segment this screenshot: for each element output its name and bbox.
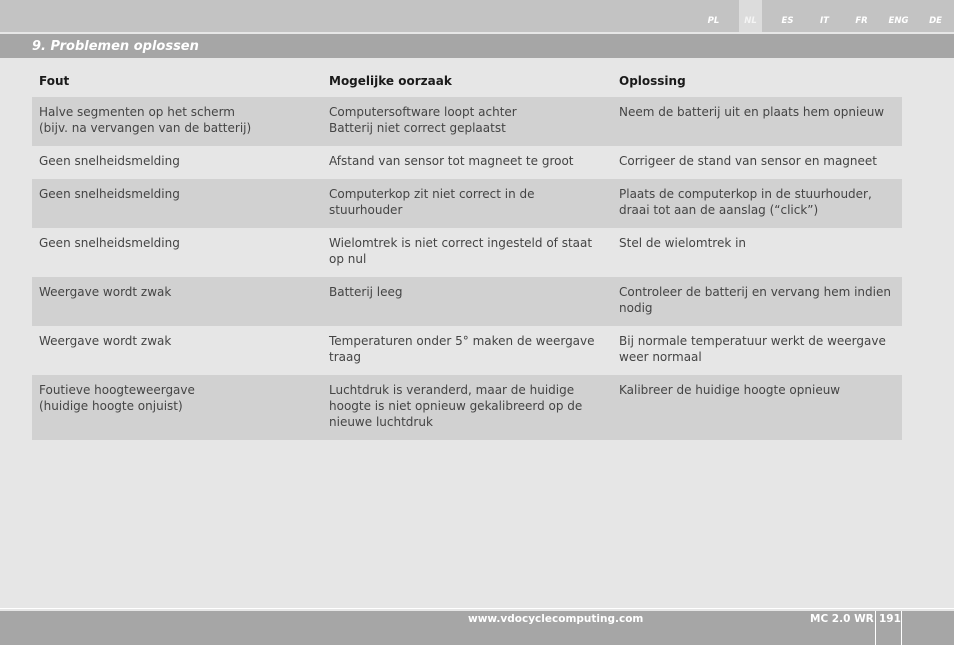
header-fout: Fout [39, 73, 70, 88]
table-row [32, 97, 902, 146]
cell-oorzaak: Computerkop zit niet correct in de stuurhouder [329, 187, 535, 217]
header-oorzaak: Mogelijke oorzaak [329, 73, 452, 88]
cell-oorzaak: Temperaturen onder 5° maken de weergave traag [329, 334, 595, 364]
cell-oplossing: Plaats de computerkop in de stuurhouder, draai tot aan de aanslag (“click”) [619, 187, 872, 217]
footer-divider-right [901, 611, 902, 645]
section-header [0, 34, 954, 58]
table-row [32, 277, 902, 326]
footer-model: MC 2.0 WR [810, 613, 874, 625]
language-tab-nl[interactable]: NL [739, 0, 762, 32]
cell-oorzaak: Computersoftware loopt achter Batterij niet correct geplaatst [329, 105, 517, 135]
cell-fout: Weergave wordt zwak [39, 285, 172, 299]
language-tab-pl[interactable]: PL [707, 16, 720, 26]
cell-oorzaak: Luchtdruk is veranderd, maar de huidige hoogte is niet opnieuw gekalibreerd op de nieuwe luchtdruk [329, 383, 583, 429]
cell-oplossing: Stel de wielomtrek in [619, 236, 747, 250]
table-row [32, 375, 902, 440]
language-tab-es[interactable]: ES [781, 16, 794, 26]
cell-oplossing: Kalibreer de huidige hoogte opnieuw [619, 383, 841, 397]
cell-fout: Weergave wordt zwak [39, 334, 172, 348]
cell-oplossing: Bij normale temperatuur werkt de weergave weer normaal [619, 334, 886, 364]
cell-oorzaak: Batterij leeg [329, 285, 403, 299]
cell-fout: Halve segmenten op het scherm (bijv. na vervangen van de batterij) [39, 105, 252, 135]
cell-oplossing: Neem de batterij uit en plaats hem opnieuw [619, 105, 885, 119]
table-row [32, 146, 902, 179]
cell-oorzaak: Afstand van sensor tot magneet te groot [329, 154, 574, 168]
cell-fout: Foutieve hoogteweergave (huidige hoogte onjuist) [39, 383, 195, 413]
troubleshooting-table [32, 64, 902, 440]
page-number: 191 [879, 613, 901, 625]
language-tab-eng[interactable]: ENG [888, 16, 909, 26]
footer-website: www.vdocyclecomputing.com [468, 613, 644, 625]
section-title: 9. Problemen oplossen [32, 38, 199, 54]
table-row [32, 326, 902, 375]
header-oplossing: Oplossing [619, 73, 686, 88]
language-tab-de[interactable]: DE [929, 16, 942, 26]
language-tabs [695, 0, 954, 32]
footer-divider [875, 611, 876, 645]
language-tab-fr[interactable]: FR [855, 16, 868, 26]
cell-oorzaak: Wielomtrek is niet correct ingesteld of staat op nul [329, 236, 593, 266]
table-row [32, 228, 902, 277]
language-tab-it[interactable]: IT [820, 16, 829, 26]
cell-fout: Geen snelheidsmelding [39, 187, 180, 201]
table-body [32, 97, 902, 440]
cell-oplossing: Controleer de batterij en vervang hem indien nodig [619, 285, 891, 315]
cell-fout: Geen snelheidsmelding [39, 154, 180, 168]
table-header [32, 64, 902, 97]
table-row [32, 179, 902, 228]
cell-fout: Geen snelheidsmelding [39, 236, 180, 250]
top-bar [0, 0, 954, 32]
footer-divider-line [0, 608, 954, 609]
cell-oplossing: Corrigeer de stand van sensor en magneet [619, 154, 877, 168]
